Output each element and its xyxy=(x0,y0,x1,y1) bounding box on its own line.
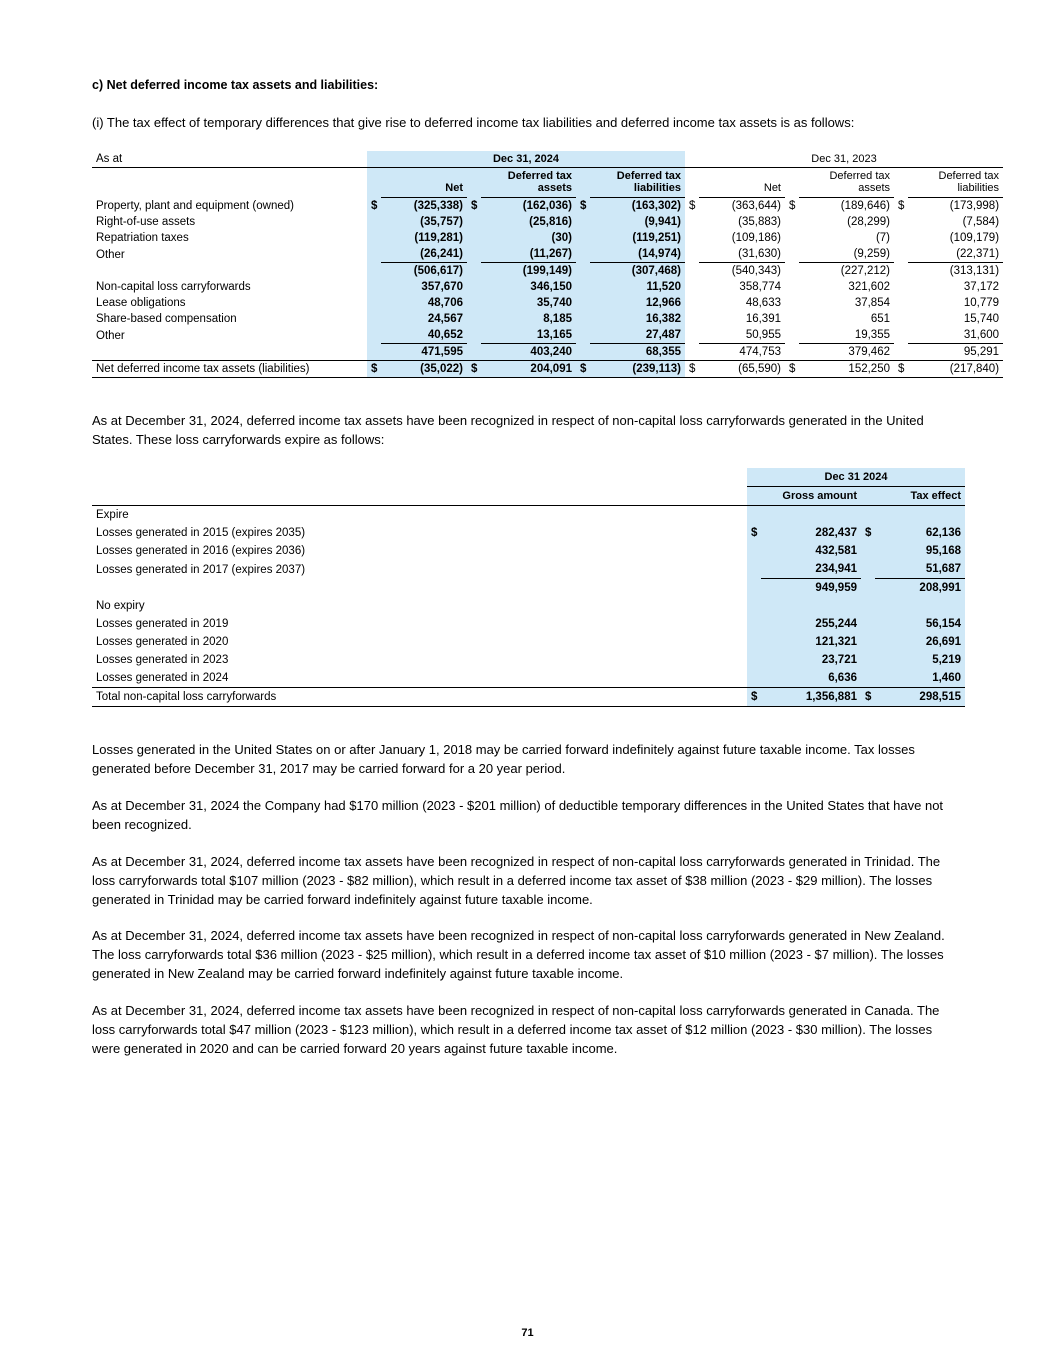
cell-value: 403,240 xyxy=(481,344,576,361)
period-header-2024: Dec 31 2024 xyxy=(747,468,965,487)
spacer xyxy=(92,707,963,741)
us-loss-carryforward-paragraph: As at December 31, 2024, deferred income tax assets have been recognized in respect of non-capital loss carryforwards generated in the United States. These loss carryforwards expire as follows: xyxy=(92,413,924,447)
paragraph-unrecognized-temp-differences: As at December 31, 2024 the Company had $170 million (2023 - $201 million) of deductible temporary differences in the United States that have not been recognized. xyxy=(92,798,944,832)
cell-value: (35,883) xyxy=(738,216,781,229)
cell-value: 346,150 xyxy=(481,279,576,295)
currency-symbol xyxy=(747,669,761,688)
table-row xyxy=(92,615,965,633)
currency-symbol xyxy=(367,311,381,327)
deferred-tax-table xyxy=(92,151,1003,378)
loss-carryforward-table xyxy=(92,468,965,708)
row-label: Losses generated in 2017 (expires 2037) xyxy=(96,563,306,576)
cell-value: 48,633 xyxy=(745,297,781,310)
currency-symbol xyxy=(467,311,481,327)
cell-value: 321,602 xyxy=(848,281,890,294)
empty-cell xyxy=(92,486,747,506)
currency-symbol xyxy=(685,279,699,295)
cell-value: (506,617) xyxy=(381,263,467,280)
colhdr-dta-2023: Deferred tax assets xyxy=(799,167,894,197)
cell-value: (109,186) xyxy=(731,232,781,245)
currency-symbol xyxy=(467,327,481,344)
table-row xyxy=(92,279,1003,295)
currency-symbol: $ xyxy=(685,361,699,378)
currency-symbol xyxy=(861,651,875,669)
currency-symbol: $ xyxy=(898,200,905,213)
currency-symbol xyxy=(747,615,761,633)
paragraph-trinidad: As at December 31, 2024, deferred income tax assets have been recognized in respect of non-capital loss carryforwards generated in Trinidad. The loss carryforwards total $107 million (2023 - $82 million), which result in a deferred income tax asset of $38 million (2023 - $29 million). The losses generated in Trinidad may be carried forward indefinitely against future taxable income. xyxy=(92,853,941,907)
row-label: Repatriation taxes xyxy=(96,232,189,245)
cell-value: (7) xyxy=(875,232,890,245)
cell-value: 11,520 xyxy=(590,279,685,295)
table-row xyxy=(92,542,965,560)
currency-symbol: $ xyxy=(789,200,796,213)
currency-symbol xyxy=(861,633,875,651)
colhdr-net-2024: Net xyxy=(381,167,467,197)
section-intro-paragraph: (i) The tax effect of temporary differences that give rise to deferred income tax liabilities and deferred income tax assets is as follows: xyxy=(92,115,855,130)
cell-value: (35,757) xyxy=(381,214,467,230)
row-label: Losses generated in 2015 (expires 2035) xyxy=(96,527,306,540)
currency-symbol xyxy=(367,230,381,246)
cell-value: (22,371) xyxy=(908,246,1003,263)
currency-symbol: $ xyxy=(576,198,590,215)
currency-symbol xyxy=(894,311,908,327)
cell-value: (189,646) xyxy=(840,200,890,213)
currency-symbol xyxy=(685,327,699,344)
cell-value: 15,740 xyxy=(963,313,1000,326)
currency-symbol xyxy=(367,344,381,361)
row-label: Losses generated in 2016 (expires 2036) xyxy=(96,545,306,558)
cell-value: (31,630) xyxy=(699,246,785,263)
cell-value: (35,022) xyxy=(381,361,467,378)
cell-value: (313,131) xyxy=(949,265,1000,278)
currency-symbol xyxy=(861,560,875,579)
empty-cell xyxy=(761,597,861,615)
empty-cell xyxy=(747,486,761,506)
cell-value: 5,219 xyxy=(875,651,965,669)
currency-symbol: $ xyxy=(467,198,481,215)
cell-value: 471,595 xyxy=(381,344,467,361)
currency-symbol xyxy=(747,542,761,560)
currency-symbol xyxy=(467,230,481,246)
currency-symbol xyxy=(785,344,799,361)
page-number: 71 xyxy=(521,1327,534,1339)
currency-symbol xyxy=(861,615,875,633)
currency-symbol xyxy=(747,560,761,579)
cell-value: 379,462 xyxy=(799,344,894,361)
currency-symbol xyxy=(894,230,908,246)
currency-symbol xyxy=(576,327,590,344)
empty-cell xyxy=(467,167,481,197)
spacer xyxy=(92,378,963,412)
table-row xyxy=(92,669,965,688)
table-row-no-expiry-label xyxy=(92,597,965,615)
row-label: Lease obligations xyxy=(96,297,186,310)
currency-symbol xyxy=(467,279,481,295)
table-row xyxy=(92,560,965,579)
table-row-subtotal-liabilities xyxy=(92,263,1003,280)
cell-value: (163,302) xyxy=(590,198,685,215)
empty-cell xyxy=(861,597,875,615)
empty-cell xyxy=(875,597,965,615)
cell-value: (28,299) xyxy=(847,216,890,229)
cell-value: 474,753 xyxy=(699,344,785,361)
currency-symbol xyxy=(576,344,590,361)
currency-symbol xyxy=(576,230,590,246)
currency-symbol xyxy=(785,311,799,327)
row-label: Property, plant and equipment (owned) xyxy=(96,200,294,213)
cell-value: (119,281) xyxy=(381,230,467,246)
colhdr-dtl-2023: Deferred tax liabilities xyxy=(908,167,1003,197)
table-row xyxy=(92,311,1003,327)
table-row xyxy=(92,295,1003,311)
table-row xyxy=(92,230,1003,246)
empty-cell xyxy=(761,506,861,525)
cell-value: (227,212) xyxy=(840,265,890,278)
empty-cell xyxy=(747,506,761,525)
colhdr-gross-amount: Gross amount xyxy=(761,486,861,506)
cell-value: 40,652 xyxy=(381,327,467,344)
empty-cell xyxy=(685,167,699,197)
cell-value: (540,343) xyxy=(731,265,781,278)
currency-symbol xyxy=(894,295,908,311)
currency-symbol xyxy=(894,214,908,230)
currency-symbol xyxy=(785,263,799,280)
cell-value: 949,959 xyxy=(761,579,861,598)
currency-symbol: $ xyxy=(467,361,481,378)
currency-symbol xyxy=(747,651,761,669)
row-label: Share-based compensation xyxy=(96,313,237,326)
currency-symbol xyxy=(467,263,481,280)
cell-value: (7,584) xyxy=(962,216,1000,229)
table-row xyxy=(92,524,965,542)
cell-value: 16,391 xyxy=(745,313,781,326)
cell-value: (9,259) xyxy=(799,246,894,263)
cell-value: 37,172 xyxy=(963,281,1000,294)
colhdr-dtl-2024: Deferred tax liabilities xyxy=(590,167,685,197)
cell-value: (25,816) xyxy=(481,214,576,230)
table-row-total xyxy=(92,361,1003,378)
cell-value: (119,251) xyxy=(590,230,685,246)
currency-symbol xyxy=(685,311,699,327)
group-label-expire: Expire xyxy=(96,509,129,522)
cell-value: (26,241) xyxy=(381,246,467,263)
currency-symbol xyxy=(467,214,481,230)
currency-symbol xyxy=(367,246,381,263)
table-row-expire-label xyxy=(92,506,965,525)
cell-value: 68,355 xyxy=(590,344,685,361)
row-label: Right-of-use assets xyxy=(96,216,196,229)
table-row-subtotal-expire xyxy=(92,579,965,598)
colhdr-tax-effect: Tax effect xyxy=(875,486,965,506)
cell-value: 152,250 xyxy=(799,361,894,378)
cell-value: 204,091 xyxy=(481,361,576,378)
currency-symbol: $ xyxy=(894,361,908,378)
section-heading: c) Net deferred income tax assets and liabilities: xyxy=(92,78,379,92)
empty-cell xyxy=(367,167,381,197)
cell-value: 24,567 xyxy=(381,311,467,327)
currency-symbol xyxy=(785,279,799,295)
currency-symbol xyxy=(894,263,908,280)
currency-symbol: $ xyxy=(785,361,799,378)
currency-symbol xyxy=(785,246,799,263)
row-label: Other xyxy=(96,248,125,261)
currency-symbol: $ xyxy=(861,688,875,707)
currency-symbol xyxy=(367,295,381,311)
cell-value: 208,991 xyxy=(875,579,965,598)
table-row xyxy=(92,327,1003,344)
cell-value: (199,149) xyxy=(481,263,576,280)
currency-symbol xyxy=(685,246,699,263)
empty-cell xyxy=(861,486,875,506)
group-label-no-expiry: No expiry xyxy=(96,600,145,613)
row-label: Other xyxy=(96,329,125,342)
currency-symbol xyxy=(367,327,381,344)
cell-value: (30) xyxy=(481,230,576,246)
table-row-column-headers xyxy=(92,486,965,506)
currency-symbol xyxy=(785,327,799,344)
cell-value: 358,774 xyxy=(739,281,781,294)
empty-cell xyxy=(92,468,747,487)
cell-value: 282,437 xyxy=(761,524,861,542)
cell-value: (239,113) xyxy=(590,361,685,378)
period-header-2024: Dec 31, 2024 xyxy=(367,151,685,168)
cell-value: 95,291 xyxy=(908,344,1003,361)
cell-value: 1,356,881 xyxy=(761,688,861,707)
cell-value: 651 xyxy=(870,313,890,326)
currency-symbol xyxy=(685,230,699,246)
cell-value: 62,136 xyxy=(875,524,965,542)
table-row xyxy=(92,214,1003,230)
table-row-subtotal-assets xyxy=(92,344,1003,361)
cell-value: 121,321 xyxy=(761,633,861,651)
currency-symbol xyxy=(576,295,590,311)
currency-symbol xyxy=(747,579,761,598)
cell-value: 8,185 xyxy=(481,311,576,327)
empty-cell xyxy=(92,167,367,197)
cell-value: 26,691 xyxy=(875,633,965,651)
empty-cell xyxy=(576,167,590,197)
cell-value: (217,840) xyxy=(908,361,1003,378)
row-label: Losses generated in 2024 xyxy=(92,669,747,688)
colhdr-dta-2024: Deferred tax assets xyxy=(481,167,576,197)
cell-value: 48,706 xyxy=(381,295,467,311)
currency-symbol xyxy=(367,263,381,280)
currency-symbol xyxy=(685,295,699,311)
currency-symbol xyxy=(576,279,590,295)
cell-value: 10,779 xyxy=(963,297,1000,310)
row-label xyxy=(92,579,747,598)
cell-value: 298,515 xyxy=(875,688,965,707)
currency-symbol xyxy=(576,263,590,280)
period-header-2023: Dec 31, 2023 xyxy=(685,151,1003,168)
currency-symbol: $ xyxy=(747,524,761,542)
currency-symbol xyxy=(785,230,799,246)
currency-symbol xyxy=(367,214,381,230)
currency-symbol xyxy=(861,669,875,688)
currency-symbol xyxy=(576,311,590,327)
row-label xyxy=(92,263,367,280)
currency-symbol xyxy=(576,246,590,263)
cell-value: (363,644) xyxy=(731,200,781,213)
paragraph-indefinite-carryforward: Losses generated in the United States on or after January 1, 2018 may be carried forward indefinitely against future taxable income. Tax losses generated before December 31, 2017 may be carried forward for a 20 year period. xyxy=(92,742,915,777)
currency-symbol xyxy=(467,246,481,263)
table-row xyxy=(92,198,1003,215)
cell-value: 13,165 xyxy=(481,327,576,344)
currency-symbol: $ xyxy=(689,200,696,213)
table-row xyxy=(92,651,965,669)
currency-symbol xyxy=(467,344,481,361)
currency-symbol xyxy=(367,279,381,295)
cell-value: 16,382 xyxy=(590,311,685,327)
table-row xyxy=(92,246,1003,263)
table-row xyxy=(92,633,965,651)
empty-cell xyxy=(785,167,799,197)
currency-symbol xyxy=(785,214,799,230)
currency-symbol xyxy=(747,633,761,651)
currency-symbol xyxy=(467,295,481,311)
cell-value: 56,154 xyxy=(875,615,965,633)
cell-value: 357,670 xyxy=(381,279,467,295)
row-label: Losses generated in 2019 xyxy=(96,618,229,631)
cell-value: 234,941 xyxy=(761,560,861,579)
row-label: Net deferred income tax assets (liabilities) xyxy=(92,361,367,378)
colhdr-net-2023: Net xyxy=(699,167,785,197)
row-label: Losses generated in 2023 xyxy=(96,654,229,667)
cell-value: 31,600 xyxy=(908,327,1003,344)
currency-symbol xyxy=(785,295,799,311)
table-row-period-header xyxy=(92,151,1003,168)
cell-value: 50,955 xyxy=(699,327,785,344)
currency-symbol xyxy=(576,214,590,230)
currency-symbol xyxy=(861,542,875,560)
currency-symbol xyxy=(894,246,908,263)
cell-value: 6,636 xyxy=(761,669,861,688)
cell-value: 23,721 xyxy=(761,651,861,669)
row-label: Non-capital loss carryforwards xyxy=(96,281,251,294)
cell-value: 12,966 xyxy=(590,295,685,311)
currency-symbol: $ xyxy=(747,688,761,707)
cell-value: 1,460 xyxy=(875,669,965,688)
table-row-period-header xyxy=(92,468,965,487)
cell-value: (65,590) xyxy=(699,361,785,378)
cell-value: 51,687 xyxy=(875,560,965,579)
cell-value: (325,338) xyxy=(381,198,467,215)
currency-symbol xyxy=(685,344,699,361)
cell-value: 27,487 xyxy=(590,327,685,344)
cell-value: 35,740 xyxy=(481,295,576,311)
table-row-total xyxy=(92,688,965,707)
paragraph-canada: As at December 31, 2024, deferred income tax assets have been recognized in respect of non-capital loss carryforwards generated in Canada. The loss carryforwards total $47 million (2023 - $123 million), which result in a deferred income tax asset of $12 million (2023 - $30 million). The losses were generated in 2020 and can be carried forward 20 years against future taxable income. xyxy=(92,1002,940,1056)
empty-cell xyxy=(875,506,965,525)
cell-value: (307,468) xyxy=(590,263,685,280)
empty-cell xyxy=(747,597,761,615)
currency-symbol: $ xyxy=(367,198,381,215)
cell-value: 95,168 xyxy=(875,542,965,560)
cell-value: 37,854 xyxy=(854,297,890,310)
cell-value: 432,581 xyxy=(761,542,861,560)
currency-symbol xyxy=(894,279,908,295)
currency-symbol xyxy=(685,263,699,280)
currency-symbol: $ xyxy=(861,524,875,542)
cell-value: (9,941) xyxy=(590,214,685,230)
row-label: Losses generated in 2020 xyxy=(96,636,229,649)
cell-value: 19,355 xyxy=(799,327,894,344)
cell-value: (14,974) xyxy=(590,246,685,263)
cell-value: 255,244 xyxy=(761,615,861,633)
table-row-column-headers xyxy=(92,167,1003,197)
cell-value: (109,179) xyxy=(949,232,1000,245)
currency-symbol: $ xyxy=(576,361,590,378)
currency-symbol xyxy=(685,214,699,230)
cell-value: (162,036) xyxy=(481,198,576,215)
cell-value: (11,267) xyxy=(481,246,576,263)
as-at-label: As at xyxy=(92,151,367,168)
paragraph-new-zealand: As at December 31, 2024, deferred income tax assets have been recognized in respect of non-capital loss carryforwards generated in New Zealand. The loss carryforwards total $36 million (2023 - $25 million), which result in a deferred income tax asset of $10 million (2023 - $7 million). The losses generated in New Zealand may be carried forward indefinitely against future taxable income. xyxy=(92,928,945,982)
row-label: Total non-capital loss carryforwards xyxy=(92,688,747,707)
currency-symbol xyxy=(894,327,908,344)
currency-symbol xyxy=(894,344,908,361)
empty-cell xyxy=(861,506,875,525)
currency-symbol xyxy=(861,579,875,598)
empty-cell xyxy=(894,167,908,197)
currency-symbol: $ xyxy=(367,361,381,378)
row-label xyxy=(92,344,367,361)
cell-value: (173,998) xyxy=(949,200,1000,213)
